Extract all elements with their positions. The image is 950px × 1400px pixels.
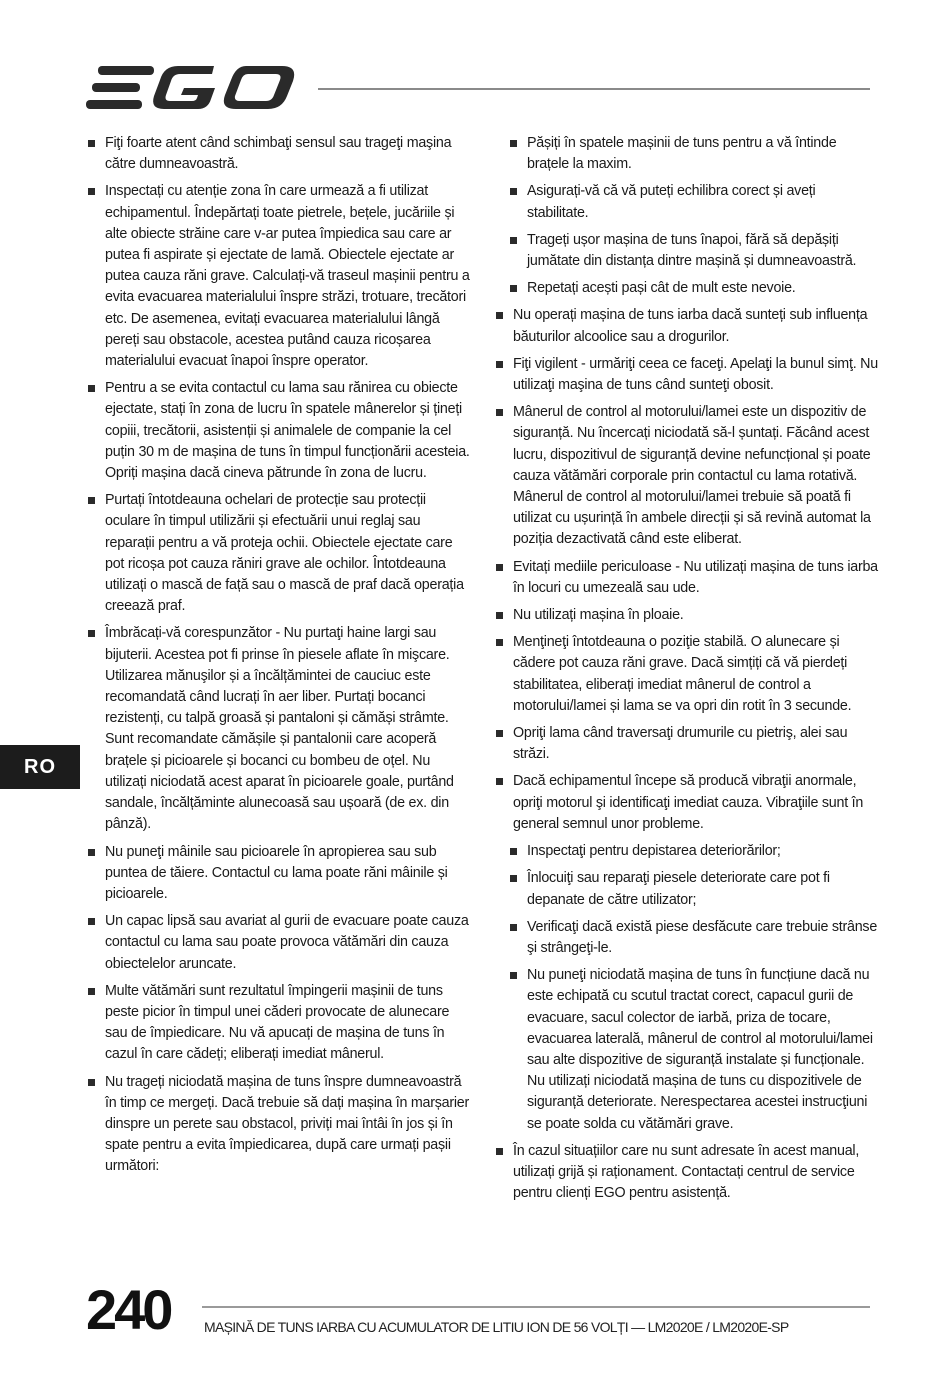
header-rule (318, 88, 870, 90)
sub-list-item: Pășiți în spatele mașinii de tuns pentru a vă întinde brațele la maxim. (506, 133, 878, 175)
list-item: Nu trageți niciodată mașina de tuns înspre dumneavoastră în timp ce mergeți. Dacă trebuie să dați mașina în marșarier dinspre un perete sau obstacol, priviți mai întâi în jos și în spate pentru a evita împiedicarea, după care urmați pașii următori: (84, 1072, 472, 1178)
ego-logo (86, 62, 298, 114)
footer-title: MAȘINĂ DE TUNS IARBA CU ACUMULATOR DE LITIU ION DE 56 VOLȚI — LM2020E / LM2020E-SP (204, 1319, 789, 1335)
list-item: Mânerul de control al motorului/lamei este un dispozitiv de siguranță. Nu încercați niciodată să-l șuntați. Făcând acest lucru, dispozitivul de siguranță devine nefuncțional și poate cauza vătămări corporale prin contactul cu lama rotativă. Mânerul de control al motorului/lamei trebuie să poată fi utilizat cu ușurință în ambele direcții și să revină automat la poziția dezactivată când este eliberat. (492, 402, 878, 550)
list-item: Inspectați cu atenție zona în care urmează a fi utilizat echipamentul. Îndepărtați toate pietrele, bețele, jucăriile și alte obiecte străine care v-ar putea împiedica sau care ar putea fi aspirate și ejectate de lamă. Obiectele ejectate ar putea cauza răni grave. Calculați-vă traseul mașinii pentru a evita evacuarea materialului înspre străzi, trotuare, trecători etc. De asemenea, evitați evacuarea materialului lângă pereți sau obstacole, acestea putând cauza ricoșarea materialului evacuat înapoi înspre operator. (84, 181, 472, 372)
list-item: Evitați mediile periculoase - Nu utilizați mașina de tuns iarba în locuri cu umezeală sau ude. (492, 557, 878, 599)
list-item: Purtați întotdeauna ochelari de protecție sau protecții oculare în timpul utilizării și efectuării unui reglaj sau reparații pentru a vă proteja ochii. Obiectele ejectate care pot ricoșa pot cauza răniri grave ale ochilor. Întotdeauna utilizați o mască de față sau o mască de praf dacă operația creează praf. (84, 490, 472, 617)
right-column (492, 133, 878, 1210)
footer-rule (202, 1306, 870, 1308)
sub-list-item: Înlocuiţi sau reparaţi piesele deteriorate care pot fi depanate de către utilizator; (506, 868, 878, 910)
list-item: În cazul situațiilor care nu sunt adresate în acest manual, utilizați grijă și raționament. Contactați centrul de service pentru clienți EGO pentru asistență. (492, 1141, 878, 1205)
list-item: Opriţi lama când traversaţi drumurile cu pietriş, alei sau străzi. (492, 723, 878, 765)
list-item: Nu operați mașina de tuns iarba dacă sunteți sub influența băuturilor alcoolice sau a drogurilor. (492, 305, 878, 347)
list-item: Pentru a se evita contactul cu lama sau rănirea cu obiecte ejectate, stați în zona de lucru în spatele mânerelor și țineți copiii, trecătorii, asistenții și animalele de companie la cel puțin 30 m de mașina de tuns în timpul funcționării acesteia. Opriți mașina dacă cineva pătrunde în zona de lucru. (84, 378, 472, 484)
sub-list-item: Repetați acești pași cât de mult este nevoie. (506, 278, 878, 299)
sub-list-item: Inspectaţi pentru depistarea deteriorărilor; (506, 841, 878, 862)
page-number: 240 (86, 1278, 171, 1341)
reverse-steps-list (506, 133, 878, 299)
language-tab: RO (0, 745, 80, 789)
left-column (84, 133, 472, 1184)
list-item: Un capac lipsă sau avariat al gurii de evacuare poate cauza contactul cu lama sau poate provoca vătămări din cauza obiectelelor aruncate. (84, 911, 472, 975)
list-item: Menţineţi întotdeauna o poziţie stabilă. O alunecare și cădere pot cauza răni grave. Dacă simțiți că vă pierdeți stabilitatea, eliberați imediat mânerul de control a motorului/lamei și lama se va opri din rotit în 3 secunde. (492, 632, 878, 717)
list-item: Nu utilizați mașina în ploaie. (492, 605, 878, 626)
list-item: Multe vătămări sunt rezultatul împingerii mașinii de tuns peste picior în timpul unei căderi provocate de alunecare sau de împiedicare. Nu vă apucați de mașina de tuns în cazul în care cădeți; eliberați imediat mânerul. (84, 981, 472, 1066)
safety-list-right (492, 305, 878, 835)
safety-list-left (84, 133, 472, 1178)
list-item: Dacă echipamentul începe să producă vibraţii anormale, opriţi motorul şi identificaţi imediat cauza. Vibraţiile sunt în general semnul unor probleme. (492, 771, 878, 835)
sub-list-item: Asigurați-vă că vă puteți echilibra corect și aveți stabilitate. (506, 181, 878, 223)
sub-list-item: Nu puneţi niciodată mașina de tuns în funcțiune dacă nu este echipată cu scutul tractat corect, capacul gurii de evacuare, sacul colector de iarbă, priza de tocare, evacuarea laterală, mânerul de control al motorului/lamei sau alte dispozitive de siguranță instalate și funcționale. Nu utilizați niciodată mașina de tuns cu dispozitivele de siguranță deteriorate. Nerespectarea acestei instrucţiuni se poate solda cu vătămări grave. (506, 965, 878, 1135)
safety-list-right-end (492, 1141, 878, 1205)
list-item: Fiţi vigilent - urmăriţi ceea ce faceţi. Apelaţi la bunul simţ. Nu utilizaţi maşina de tuns când sunteţi obosit. (492, 354, 878, 396)
list-item: Îmbrăcați-vă corespunzător - Nu purtaţi haine largi sau bijuterii. Acestea pot fi prinse în piesele aflate în mişcare. Utilizarea mănuşilor și a încălțămintei de cauciuc este recomandată când lucrați în aer liber. Purtați bocanci rezistenți, cu talpă groasă și pantaloni și cămăși strâmte. Sunt recomandate cămășile și pantalonii care acoperă brațele și picioarele și bocanci cu bombeu de oțel. Nu utilizați niciodată acest aparat în picioarele goale, purtând sandale, încălțăminte alunecoasă sau ușoară (de ex. din pânză). (84, 623, 472, 835)
list-item: Nu puneţi mâinile sau picioarele în apropierea sau sub puntea de tăiere. Contactul cu lama poate răni mâinile și picioarele. (84, 842, 472, 906)
vibration-checks-list (506, 841, 878, 1135)
list-item: Fiţi foarte atent când schimbaţi sensul sau trageţi maşina către dumneavoastră. (84, 133, 472, 175)
sub-list-item: Verificaţi dacă există piese desfăcute care trebuie strânse şi strângeţi-le. (506, 917, 878, 959)
sub-list-item: Trageți ușor mașina de tuns înapoi, fără să depășiți jumătate din distanța dintre mașină și dumneavoastră. (506, 230, 878, 272)
